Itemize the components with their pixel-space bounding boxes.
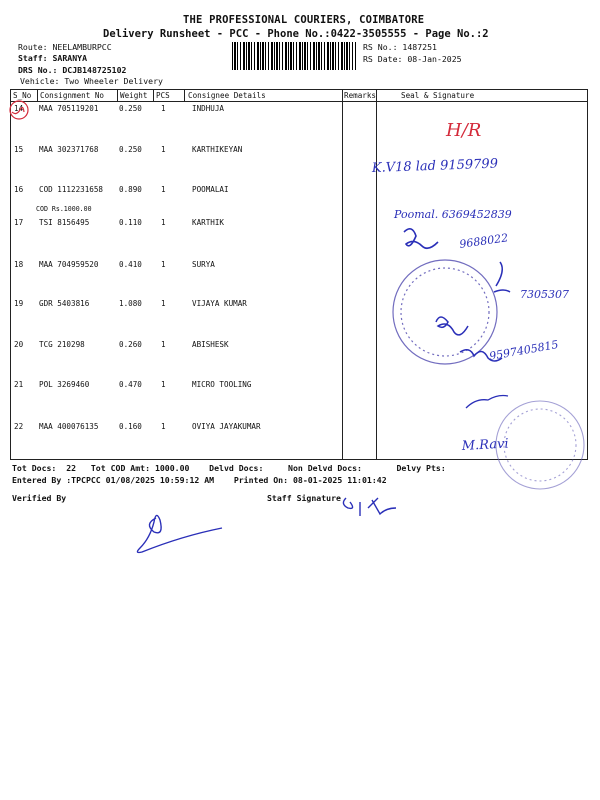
col-consignee: Consignee Details	[188, 91, 266, 100]
handwriting-r16: Poomal. 6369452839	[394, 208, 512, 221]
row-weight: 0.250	[119, 104, 142, 113]
handwriting-r22: M.Ravi	[461, 436, 509, 454]
seal-stamp	[393, 260, 497, 364]
red-circle-mark	[10, 101, 28, 119]
signature-r19	[494, 262, 510, 292]
row-consignee: KARTHIK	[192, 218, 225, 227]
row-consignee: INDHUJA	[192, 104, 225, 113]
row-pcs: 1	[161, 145, 166, 154]
row-weight: 0.250	[119, 145, 142, 154]
staff-label: Staff: SARANYA	[18, 53, 88, 63]
row-consignment: POL 3269460	[39, 380, 90, 389]
verified-by-label: Verified By	[12, 493, 67, 503]
col-remarks: Remarks	[344, 91, 377, 100]
row-consignment: TSI 8156495	[39, 218, 90, 227]
row-sno: 14	[14, 104, 24, 113]
staff-signature-label: Staff Signature	[267, 493, 341, 503]
row-pcs: 1	[161, 299, 166, 308]
col-consignment: Consignment No	[40, 91, 105, 100]
row-consignee: KARTHIKEYAN	[192, 145, 243, 154]
row-sno: 16	[14, 185, 24, 194]
row-consignee: ABISHESK	[192, 340, 229, 349]
row-weight: 0.260	[119, 340, 142, 349]
row-sno: 18	[14, 260, 24, 269]
row-weight: 0.410	[119, 260, 142, 269]
row-weight: 1.080	[119, 299, 142, 308]
row-consignee: VIJAYA KUMAR	[192, 299, 247, 308]
row-sno: 17	[14, 218, 24, 227]
row-sno: 19	[14, 299, 24, 308]
row-sno: 20	[14, 340, 24, 349]
staff-signature	[343, 498, 396, 516]
totals-line: Tot Docs: 22 Tot COD Amt: 1000.00 Delvd Docs: Non Delvd Docs: Delvy Pts:	[12, 463, 446, 473]
col-sno: S_No	[13, 91, 32, 100]
row-weight: 0.890	[119, 185, 142, 194]
handwriting-r15: K.V18 lad 9159799	[371, 156, 499, 176]
row-consignment: MAA 400076135	[39, 422, 99, 431]
company-title: THE PROFESSIONAL COURIERS, COIMBATORE	[183, 14, 425, 26]
rs-number: RS No.: 1487251	[363, 42, 437, 52]
runsheet-subtitle: Delivery Runsheet - PCC - Phone No.:0422-3505555 - Page No.:2	[103, 28, 489, 40]
col-signature: Seal & Signature	[401, 91, 475, 100]
col-weight: Weight	[120, 91, 148, 100]
row-weight: 0.160	[119, 422, 142, 431]
verified-signature	[137, 515, 222, 552]
red-tick-mark	[12, 107, 24, 113]
row-sno: 21	[14, 380, 24, 389]
handwriting-r20: 9597405815	[488, 337, 560, 363]
row-pcs: 1	[161, 218, 166, 227]
rs-date: RS Date: 08-Jan-2025	[363, 54, 462, 64]
signature-r20	[436, 317, 468, 335]
signature-r17	[404, 229, 438, 248]
row-consignment: MAA 302371768	[39, 145, 99, 154]
row-consignee: SURYA	[192, 260, 215, 269]
signature-r21b	[466, 396, 508, 409]
row-consignment: COD 1112231658	[39, 185, 104, 194]
row-sno: 15	[14, 145, 24, 154]
row-pcs: 1	[161, 380, 166, 389]
row-pcs: 1	[161, 340, 166, 349]
handwriting-r18: 9688022	[458, 231, 509, 251]
row-weight: 0.110	[119, 218, 142, 227]
row-sno: 22	[14, 422, 24, 431]
col-pcs: PCS	[156, 91, 170, 100]
row-consignee: POOMALAI	[192, 185, 229, 194]
row-consignment: MAA 704959520	[39, 260, 99, 269]
row-consignee: OVIYA JAYAKUMAR	[192, 422, 261, 431]
route-label: Route: NEELAMBURPCC	[18, 42, 112, 52]
seal-stamp	[496, 401, 584, 489]
row-pcs: 1	[161, 185, 166, 194]
row-weight: 0.470	[119, 380, 142, 389]
row-pcs: 1	[161, 260, 166, 269]
row-cod-note: COD Rs.1000.00	[36, 205, 92, 213]
entered-by-line: Entered By :TPCPCC 01/08/2025 10:59:12 AM Printed On: 08-01-2025 11:01:42	[12, 475, 387, 485]
handwriting-r14: H/R	[446, 120, 482, 141]
row-pcs: 1	[161, 104, 166, 113]
vehicle-label: Vehicle: Two Wheeler Delivery	[20, 76, 163, 86]
handwriting-r19: 7305307	[520, 288, 569, 301]
row-consignment: MAA 705119201	[39, 104, 99, 113]
drs-label: DRS No.: DCJB148725102	[18, 65, 127, 75]
row-consignment: TCG 210298	[39, 340, 85, 349]
row-pcs: 1	[161, 422, 166, 431]
row-consignment: GDR 5403816	[39, 299, 90, 308]
row-consignee: MICRO TOOLING	[192, 380, 252, 389]
